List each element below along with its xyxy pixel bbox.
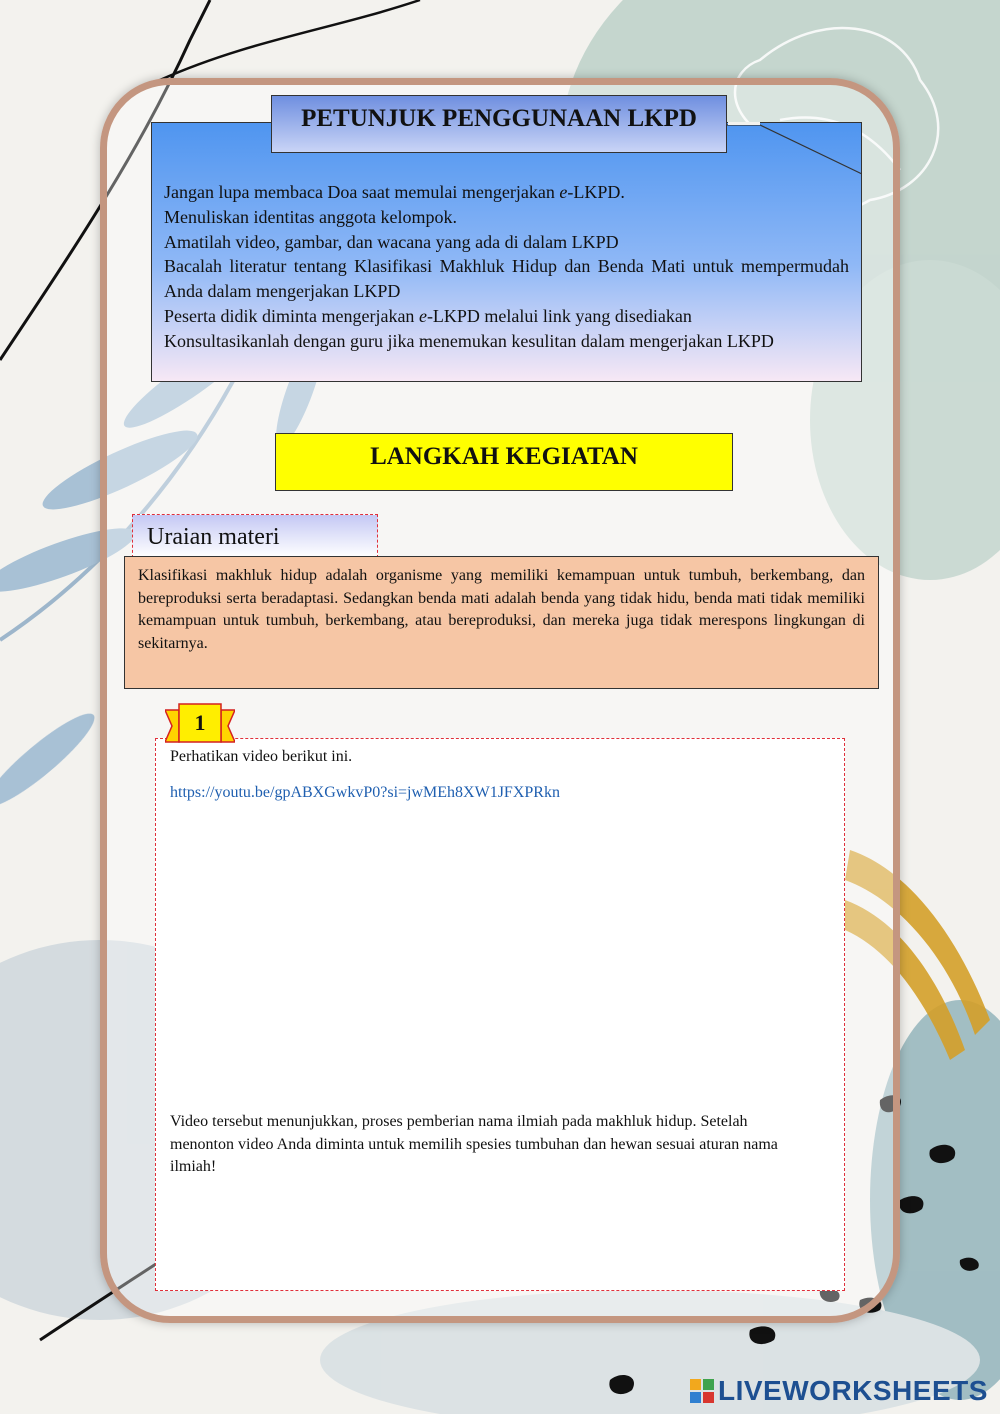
petunjuk-title: PETUNJUK PENGGUNAAN LKPD	[271, 95, 727, 153]
activity-number-badge	[165, 702, 235, 748]
petunjuk-item: Jangan lupa membaca Doa saat memulai mengerjakan e-LKPD.	[164, 182, 625, 202]
liveworksheets-brand[interactable]	[690, 1374, 988, 1408]
liveworksheets-logo-icon	[690, 1379, 714, 1403]
video-link[interactable]: https://youtu.be/gpABXGwkvP0?si=jwMEh8XW1JFXPRkn	[170, 784, 560, 801]
activity-box	[155, 738, 845, 1291]
langkah-kegiatan-heading: LANGKAH KEGIATAN	[275, 433, 733, 491]
video-description: Video tersebut menunjukkan, proses pemberian nama ilmiah pada makhluk hidup. Setelah menonton video Anda diminta untuk memilih spesies tumbuhan dan hewan sesuai aturan nama ilmiah!	[170, 1113, 778, 1175]
petunjuk-list	[164, 180, 849, 354]
brand-name: LIVEWORKSHEETS	[718, 1375, 988, 1406]
petunjuk-item: Konsultasikanlah dengan guru jika menemukan kesulitan dalam mengerjakan LKPD	[164, 330, 774, 351]
activity-number: 1	[194, 710, 206, 735]
activity-instruction: Perhatikan video berikut ini.	[170, 748, 353, 765]
petunjuk-item: Peserta didik diminta mengerjakan e-LKPD melalui link yang disediakan	[164, 305, 692, 326]
petunjuk-item: Amatilah video, gambar, dan wacana yang ada di dalam LKPD	[164, 231, 619, 252]
uraian-materi-text: Klasifikasi makhluk hidup adalah organisme yang memiliki kemampuan untuk tumbuh, berkembang, dan bereproduksi serta beradaptasi. Sedangkan benda mati adalah benda yang tidak hidu, benda mati tidak memiliki kemampuan untuk tumbuh, berkembang, atau bereproduksi, dan mereka juga tidak merespons lingkungan di sekitarnya.	[124, 556, 879, 689]
petunjuk-item: Menuliskan identitas anggota kelompok.	[164, 206, 457, 227]
uraian-materi-tab: Uraian materi	[132, 514, 378, 558]
petunjuk-item: Bacalah literatur tentang Klasifikasi Makhluk Hidup dan Benda Mati untuk mempermudah Anda dalam mengerjakan LKPD	[164, 256, 849, 302]
